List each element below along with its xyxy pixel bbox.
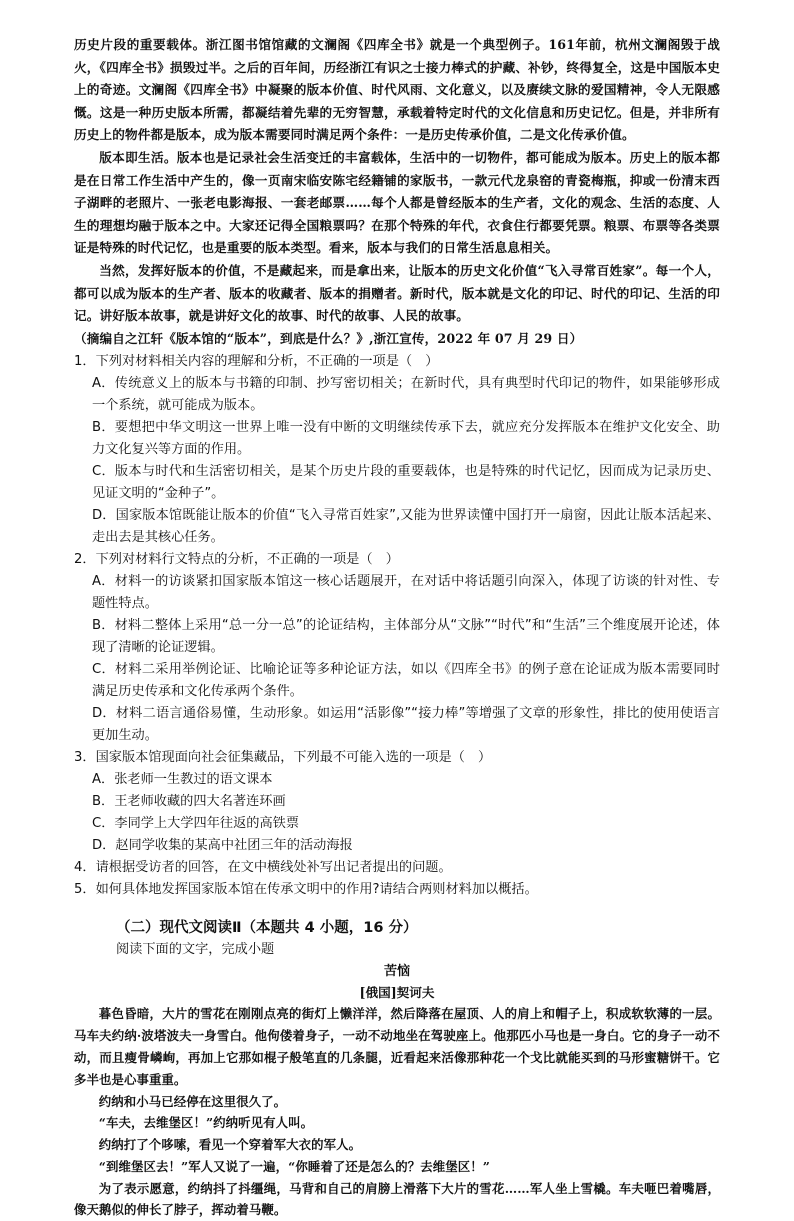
answer-option: C．版本与时代和生活密切相关，是某个历史片段的重要载体，也是特殊的时代记忆，因而成为记录历史、见证文明的“金种子”。 xyxy=(92,464,720,502)
story-paragraph: “车夫，去维堡区！”约纳听见有人叫。 xyxy=(98,1115,314,1131)
question-stem: 3．国家版本馆现面向社会征集藏品，下列最不可能入选的一项是（ ） xyxy=(74,750,492,766)
essay-source: （摘编自之江轩《版本馆的“版本”，到底是什么？》,浙江宣传，2022 年 07 月 29 日） xyxy=(74,330,583,346)
essay-material xyxy=(74,34,720,350)
story-author: [俄国]契诃夫 xyxy=(359,985,435,1001)
question-5 xyxy=(74,879,720,901)
story-paragraph: 暮色昏暗，大片的雪花在刚刚点亮的街灯上懒洋洋，然后降落在屋顶、人的肩上和帽子上，积成软软薄的一层。马车夫约纳·波塔波夫一身雪白。他佝偻着身子，一动不动地坐在驾驶座上。他那匹小马也是一身白。它的身子一动不动，而且瘦骨嶙峋，再加上它那如棍子般笔直的几条腿，近看起来活像那种花一个戈比就能买到的马形蜜糖饼干。它多半也是心事重重。 xyxy=(74,1006,720,1087)
answer-option: A．材料一的访谈紧扣国家版本馆这一核心话题展开，在对话中将话题引向深入，体现了访谈的针对性、专题性特点。 xyxy=(92,574,720,612)
story-text xyxy=(74,961,720,1221)
answer-option: A．传统意义上的版本与书籍的印制、抄写密切相关；在新时代，具有典型时代印记的物件，如果能够形成一个系统，就可能成为版本。 xyxy=(92,376,720,414)
answer-option: C．李同学上大学四年往返的高铁票 xyxy=(92,816,300,832)
question-stem: 1．下列对材料相关内容的理解和分析，不正确的一项是（ ） xyxy=(74,354,439,370)
answer-option: D．国家版本馆既能让版本的价值“飞入寻常百姓家”,又能为世界读懂中国打开一扇窗，因此让版本活起来、走出去是其核心任务。 xyxy=(92,508,720,546)
story-title: 苦恼 xyxy=(383,964,410,980)
answer-option: C．材料二采用举例论证、比喻论证等多种论证方法，如以《四库全书》的例子意在论证成为版本需要同时满足历史传承和文化传承两个条件。 xyxy=(92,662,720,700)
question-list xyxy=(74,351,720,901)
section-instruction: 阅读下面的文字，完成小题 xyxy=(116,942,275,958)
answer-option: B．材料二整体上采用“总一分一总”的论证结构，主体部分从“文脉”“时代”和“生活”三个维度展开论述，体现了清晰的论证逻辑。 xyxy=(92,618,720,656)
question-2 xyxy=(74,549,720,747)
story-paragraph: 为了表示愿意，约纳抖了抖缰绳，马背和自己的肩膀上滑落下大片的雪花……军人坐上雪橇。车夫咂巴着嘴唇，像天鹅似的伸长了脖子，挥动着马鞭。 xyxy=(74,1180,720,1218)
essay-paragraph: 版本即生活。版本也是记录社会生活变迁的丰富载体，生活中的一切物件，都可能成为版本。历史上的版本都是在日常工作生活中产生的，像一页南宋临安陈宅经籍铺的家版书，一款元代龙泉窑的青瓷梅瓶，抑或一份清末西子湖畔的老照片、一张老电影海报、一套老邮票……每个人都是曾经版本的生产者，文化的观念、生活的态度、人生的理想均融于版本之中。大家还记得全国粮票吗？在那个特殊的年代，衣食住行都要凭票。粮票、布票等各类票证是特殊的时代记忆，也是重要的版本类型。看来，版本与我们的日常生活息息相关。 xyxy=(74,149,720,256)
question-4 xyxy=(74,857,720,879)
story-paragraph: 约纳和小马已经停在这里很久了。 xyxy=(98,1093,287,1109)
answer-option: D．材料二语言通俗易懂，生动形象。如运用“活影像”“接力棒”等增强了文章的形象性，排比的使用使语言更加生动。 xyxy=(92,706,720,744)
question-3 xyxy=(74,747,720,857)
essay-paragraph: 当然，发挥好版本的价值，不是藏起来，而是拿出来，让版本的历史文化价值“飞入寻常百姓家”。每一个人，都可以成为版本的生产者、版本的收藏者、版本的捐赠者。新时代，版本就是文化的印记、时代的印记、生活的印记。讲好版本故事，就是讲好文化的故事、时代的故事、人民的故事。 xyxy=(74,262,720,324)
story-paragraph: 约纳打了个哆嗦，看见一个穿着军大衣的军人。 xyxy=(98,1137,362,1153)
answer-option: A．张老师一生教过的语文课本 xyxy=(92,772,273,788)
section-heading: （二）现代文阅读Ⅱ（本题共 4 小题，16 分） xyxy=(116,920,418,937)
answer-option: B．王老师收藏的四大名著连环画 xyxy=(92,794,286,810)
answer-option: D．赵同学收集的某高中社团三年的活动海报 xyxy=(92,838,353,854)
essay-paragraph: 历史片段的重要载体。浙江图书馆馆藏的文澜阁《四库全书》就是一个典型例子。161年前，杭州文澜阁毁于战火，《四库全书》损毁过半。之后的百年间，历经浙江有识之士接力棒式的护藏、补钞，终得复全，这是中国版本史上的奇迹。文澜阁《四库全书》中凝聚的版本价值、时代风雨、文化意义，以及赓续文脉的爱国精神，令人无限感慨。这是一种历史版本所需，都凝结着先辈的无穷智慧，承载着特定时代的文化信息和历史记忆。但是，并非所有历史上的物件都是版本，成为版本需要同时满足两个条件：一是历史传承价值，二是文化传承价值。 xyxy=(74,37,720,143)
question-stem: 4．请根据受访者的回答，在文中横线处补写出记者提出的问题。 xyxy=(74,860,452,876)
question-stem: 5．如何具体地发挥国家版本馆在传承文明中的作用?请结合两则材料加以概括。 xyxy=(74,882,538,898)
question-1 xyxy=(74,351,720,549)
story-paragraph: “到维堡区去！”军人又说了一遍，“你睡着了还是怎么的？去维堡区！” xyxy=(98,1158,490,1174)
question-stem: 2．下列对材料行文特点的分析，不正确的一项是（ ） xyxy=(74,552,399,568)
answer-option: B．要想把中华文明这一世界上唯一没有中断的文明继续传承下去，就应充分发挥版本在维护文化安全、助力文化复兴等方面的作用。 xyxy=(92,420,720,458)
